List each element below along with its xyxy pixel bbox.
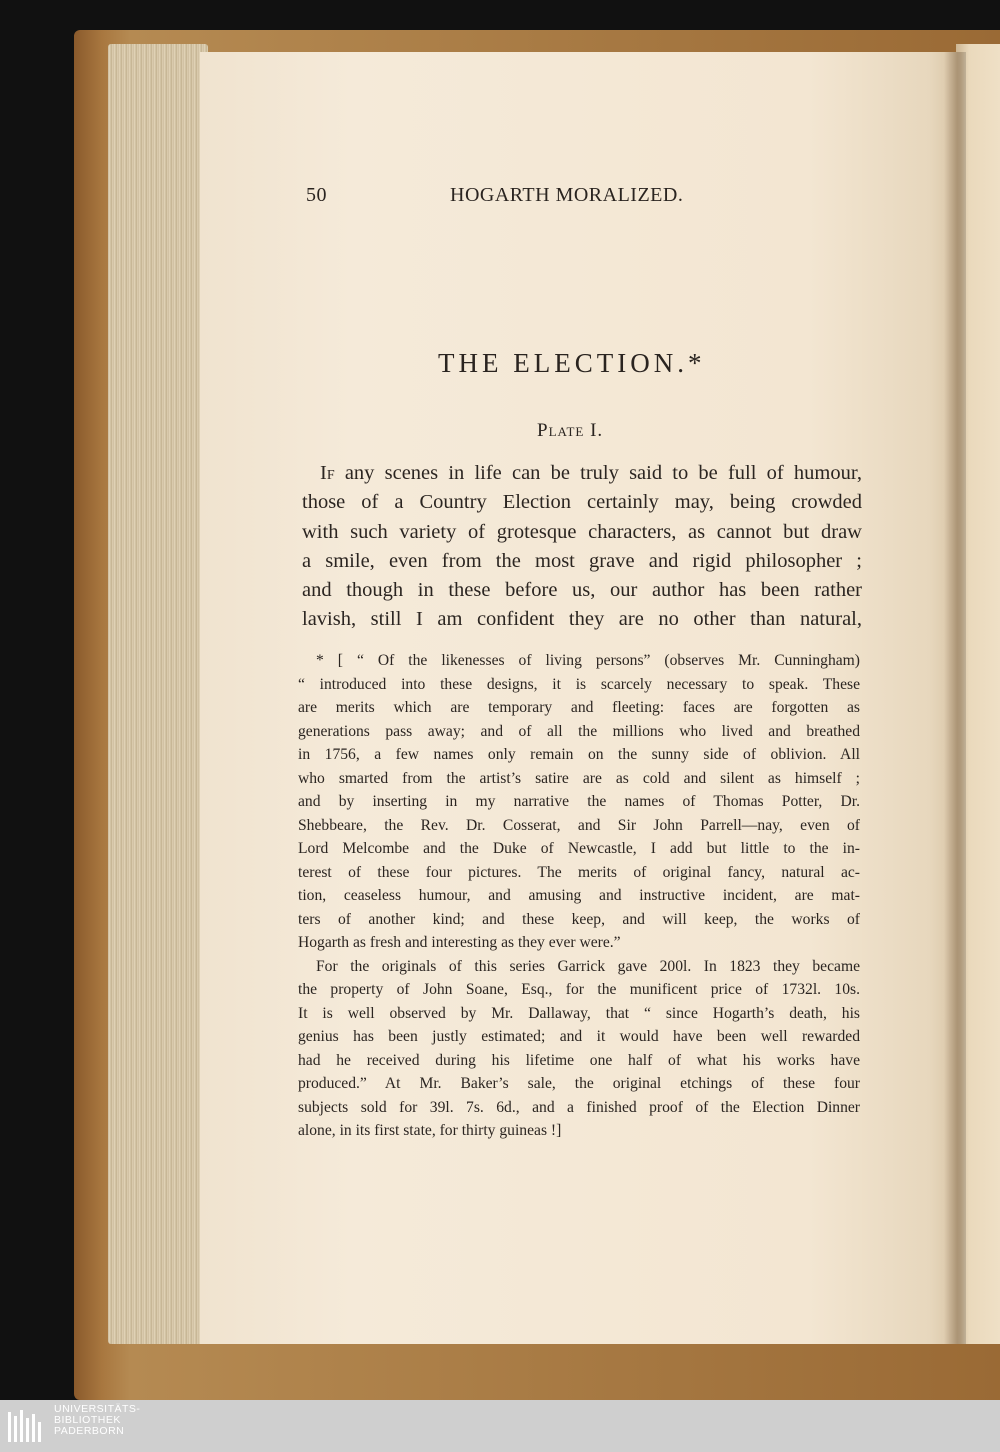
plate-heading: Plate I.: [537, 420, 604, 441]
main-text-line: If any scenes in life can be truly said to be full of humour,: [320, 462, 862, 484]
chapter-title: THE ELECTION.*: [438, 348, 706, 378]
footnote-line: ters of another kind; and these keep, and will keep, the works of: [298, 910, 860, 928]
main-text: [302, 459, 862, 635]
footnote-line: generations pass away; and of all the millions who lived and breathed: [298, 722, 860, 740]
main-text-line: those of a Country Election certainly may, being crowded: [302, 491, 862, 514]
footnote-line: Hogarth as fresh and interesting as they ever were.”: [298, 934, 621, 951]
footnote-line: For the originals of this series Garrick gave 200l. In 1823 they became: [316, 957, 860, 975]
main-text-line: with such variety of grotesque characters, as cannot but draw: [302, 520, 862, 543]
library-name: [54, 1404, 140, 1437]
main-text-line: a smile, even from the most grave and rigid philosopher ;: [302, 549, 862, 572]
footnote-line: are merits which are temporary and fleeting: faces are forgotten as: [298, 699, 860, 716]
footnote-line: alone, in its first state, for thirty guineas !]: [298, 1122, 562, 1139]
footnote-line: who smarted from the artist’s satire are as cold and silent as himself ;: [298, 769, 860, 787]
footnote-line: genius has been justly estimated; and it would have been well rewarded: [298, 1028, 860, 1045]
footnote-line: produced.” At Mr. Baker’s sale, the original etchings of these four: [298, 1075, 860, 1092]
gutter-shadow: [944, 52, 966, 1344]
footnote-line: * [ “ Of the likenesses of living persons” (observes Mr. Cunningham): [316, 652, 860, 669]
library-logo-icon: [6, 1408, 46, 1448]
page-header: [306, 184, 726, 214]
footnote-line: tion, ceaseless humour, and amusing and instructive incident, are mat-: [298, 887, 860, 904]
library-name-line: PADERBORN: [54, 1425, 125, 1437]
main-text-line: and though in these before us, our author has been rather: [302, 579, 862, 602]
page-edges: [108, 44, 208, 1344]
library-footer: [0, 1400, 1000, 1452]
footnote-line: in 1756, a few names only remain on the sunny side of oblivion. All: [298, 746, 860, 763]
library-name-line: UNIVERSITÄTS-: [54, 1403, 141, 1415]
main-text-line: lavish, still I am confident they are no other than natural,: [302, 608, 862, 631]
footnote-line: Shebbeare, the Rev. Dr. Cosserat, and Sir John Parrell—nay, even of: [298, 816, 860, 834]
initial-word: If: [320, 462, 335, 484]
footnote-line: terest of these four pictures. The merits of original fancy, natural ac-: [298, 863, 860, 881]
footnote-line: had he received during his lifetime one half of what his works have: [298, 1051, 860, 1069]
footnote: [298, 649, 860, 1143]
page-number: 50: [306, 184, 327, 206]
footnote-line: and by inserting in my narrative the names of Thomas Potter, Dr.: [298, 793, 860, 810]
footnote-line: Lord Melcombe and the Duke of Newcastle, I add but little to the in-: [298, 840, 860, 857]
running-head: HOGARTH MORALIZED.: [450, 184, 684, 206]
footnote-line: the property of John Soane, Esq., for the munificent price of 1732l. 10s.: [298, 981, 860, 998]
library-name-line: BIBLIOTHEK: [54, 1414, 121, 1426]
footnote-line: subjects sold for 39l. 7s. 6d., and a finished proof of the Election Dinner: [298, 1098, 860, 1116]
footnote-line: It is well observed by Mr. Dallaway, that “ since Hogarth’s death, his: [298, 1004, 860, 1022]
footnote-line: “ introduced into these designs, it is scarcely necessary to speak. These: [298, 675, 860, 693]
